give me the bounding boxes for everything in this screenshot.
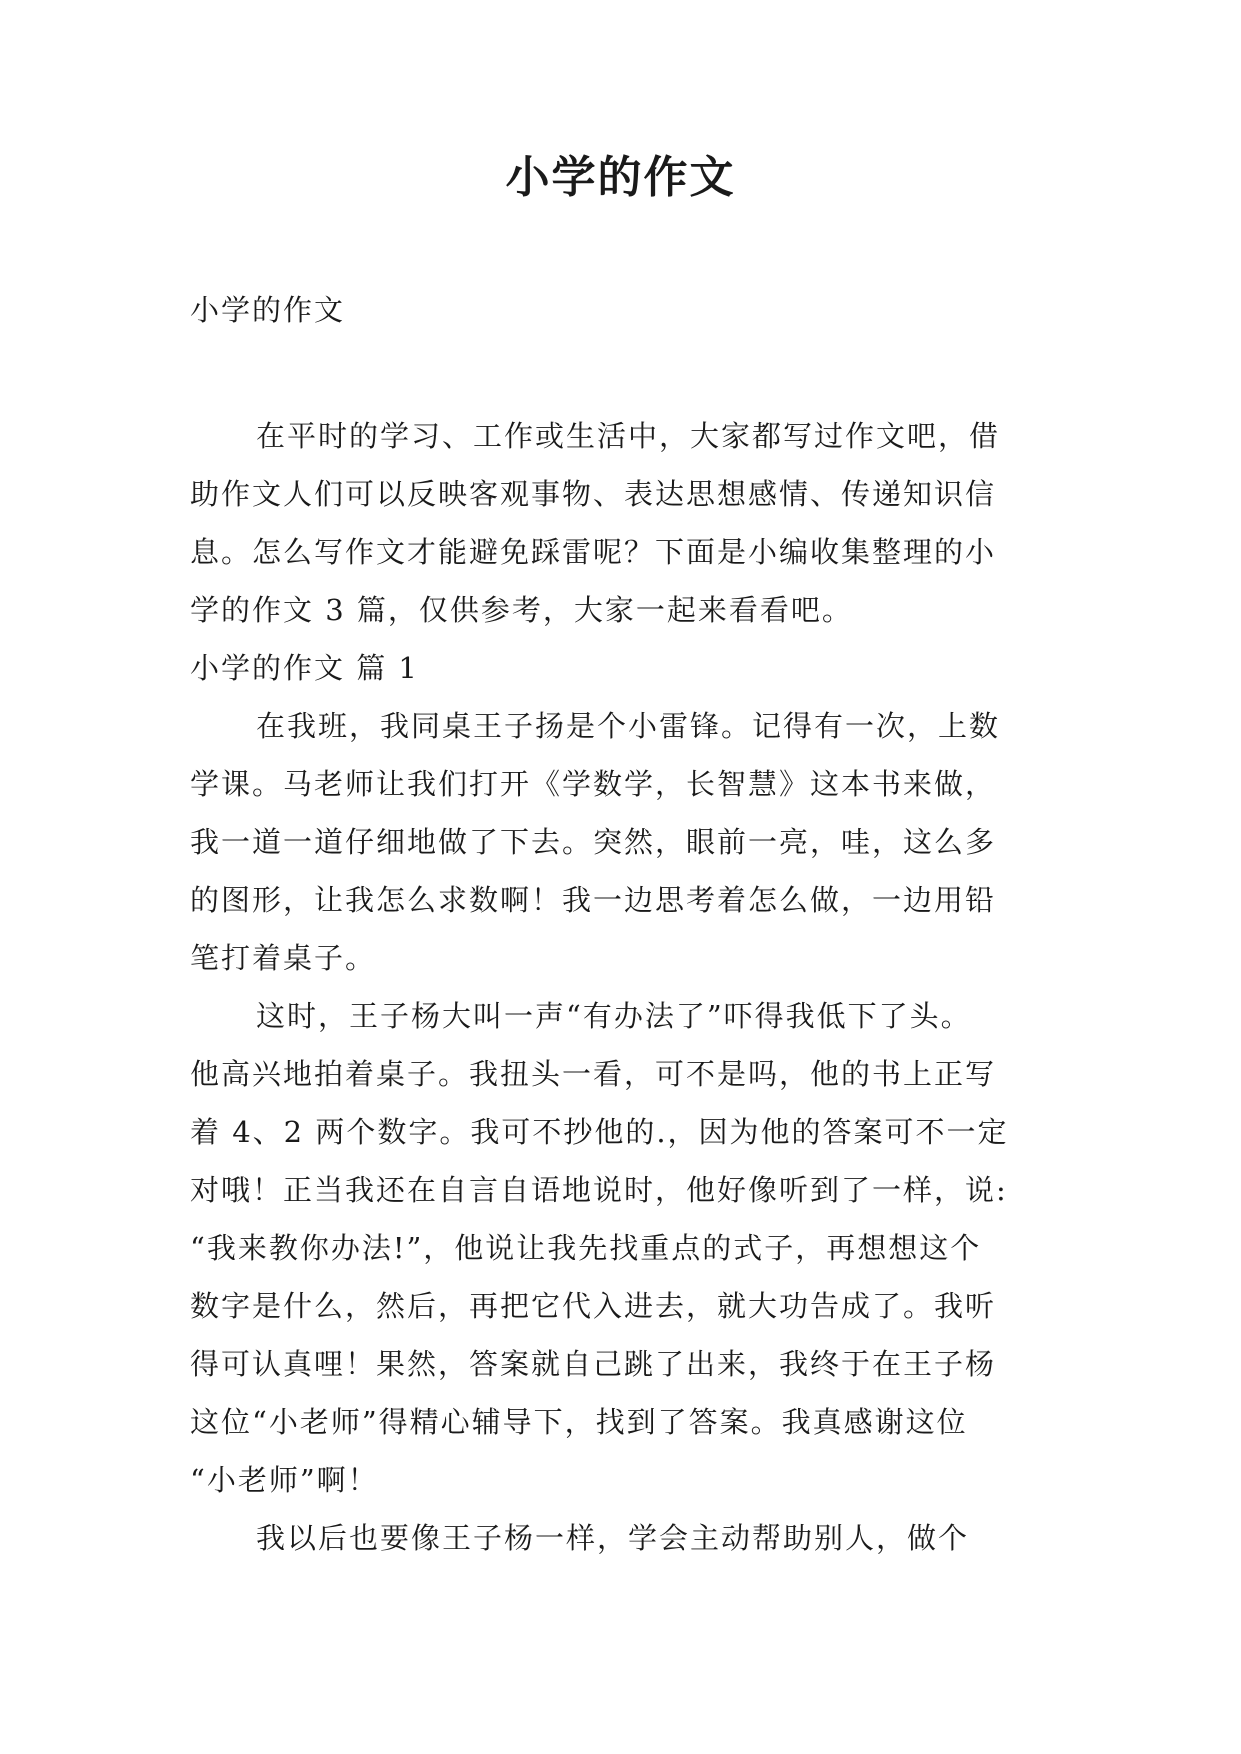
text-line: 这时，王子杨大叫一声“有办法了”吓得我低下了头。 bbox=[256, 999, 972, 1033]
text-line: 学的作文 3 篇，仅供参考，大家一起来看看吧。 bbox=[190, 593, 853, 627]
text-line: 我以后也要像王子杨一样，学会主动帮助别人，做个 bbox=[256, 1521, 970, 1555]
document-subtitle: 小学的作文 bbox=[190, 293, 346, 327]
text-line: “小老师”啊！ bbox=[190, 1463, 379, 1497]
text-line: 这位“小老师”得精心辅导下，找到了答案。我真感谢这位 bbox=[190, 1405, 968, 1439]
text-line: 得可认真哩！果然，答案就自己跳了出来，我终于在王子杨 bbox=[190, 1347, 997, 1381]
text-line: 着 4、2 两个数字。我可不抄他的.，因为他的答案可不一定 bbox=[190, 1115, 1009, 1149]
text-line: 小学的作文 篇 1 bbox=[190, 651, 419, 685]
text-line: 我一道一道仔细地做了下去。突然，眼前一亮，哇，这么多 bbox=[190, 825, 997, 859]
document-body bbox=[190, 281, 1056, 1567]
document-title: 小学的作文 bbox=[505, 152, 736, 203]
text-line: 息。怎么写作文才能避免踩雷呢？下面是小编收集整理的小 bbox=[190, 535, 997, 569]
text-line: 他高兴地拍着桌子。我扭头一看，可不是吗，他的书上正写 bbox=[190, 1057, 997, 1091]
text-line: 在我班，我同桌王子扬是个小雷锋。记得有一次，上数 bbox=[256, 709, 1001, 743]
text-line: “我来教你办法!”，他说让我先找重点的式子，再想想这个 bbox=[190, 1231, 982, 1265]
text-line: 对哦！正当我还在自言自语地说时，他好像听到了一样，说: bbox=[190, 1173, 1008, 1207]
text-lines bbox=[190, 407, 1056, 1567]
text-line: 数字是什么，然后，再把它代入进去，就大功告成了。我听 bbox=[190, 1289, 997, 1323]
text-line: 在平时的学习、工作或生活中，大家都写过作文吧，借 bbox=[256, 419, 1001, 453]
text-line: 助作文人们可以反映客观事物、表达思想感情、传递知识信 bbox=[190, 477, 997, 511]
text-line: 的图形，让我怎么求数啊！我一边思考着怎么做，一边用铅 bbox=[190, 883, 997, 917]
paragraph-gap bbox=[190, 339, 1056, 407]
text-line: 笔打着桌子。 bbox=[190, 941, 377, 975]
text-line: 学课。马老师让我们打开《学数学，长智慧》这本书来做， bbox=[190, 767, 997, 801]
